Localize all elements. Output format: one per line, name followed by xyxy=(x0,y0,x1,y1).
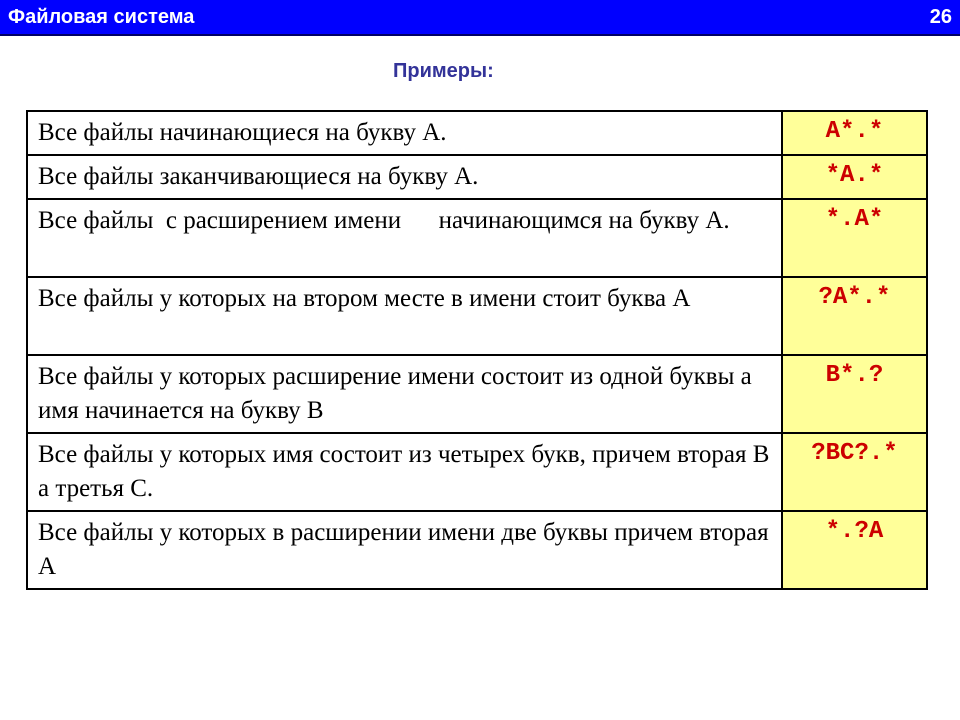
table-row xyxy=(27,511,927,589)
table-row xyxy=(27,199,927,277)
mask-cell: ?BC?.* xyxy=(782,433,927,511)
page-number: 26 xyxy=(929,6,952,28)
mask-cell: A*.* xyxy=(782,111,927,155)
table-row xyxy=(27,433,927,511)
examples-table xyxy=(26,110,928,590)
description-cell: Все файлы с расширением имени начинающимся на букву А. xyxy=(27,199,782,277)
description-cell: Все файлы у которых имя состоит из четырех букв, причем вторая В а третья С. xyxy=(27,433,782,511)
description-cell: Все файлы заканчивающиеся на букву А. xyxy=(27,155,782,199)
table-row xyxy=(27,111,927,155)
mask-cell: *.?A xyxy=(782,511,927,589)
mask-cell: ?A*.* xyxy=(782,277,927,355)
title-bar xyxy=(0,0,960,36)
mask-cell: B*.? xyxy=(782,355,927,433)
description-cell: Все файлы у которых в расширении имени две буквы причем вторая А xyxy=(27,511,782,589)
mask-cell: *A.* xyxy=(782,155,927,199)
slide-title: Файловая система xyxy=(8,6,195,28)
examples-heading: Примеры: xyxy=(393,60,494,82)
table-row xyxy=(27,277,927,355)
description-cell: Все файлы начинающиеся на букву А. xyxy=(27,111,782,155)
description-cell: Все файлы у которых расширение имени состоит из одной буквы а имя начинается на букву В xyxy=(27,355,782,433)
description-cell: Все файлы у которых на втором месте в имени стоит буква А xyxy=(27,277,782,355)
table-row xyxy=(27,355,927,433)
mask-cell: *.A* xyxy=(782,199,927,277)
table-row xyxy=(27,155,927,199)
